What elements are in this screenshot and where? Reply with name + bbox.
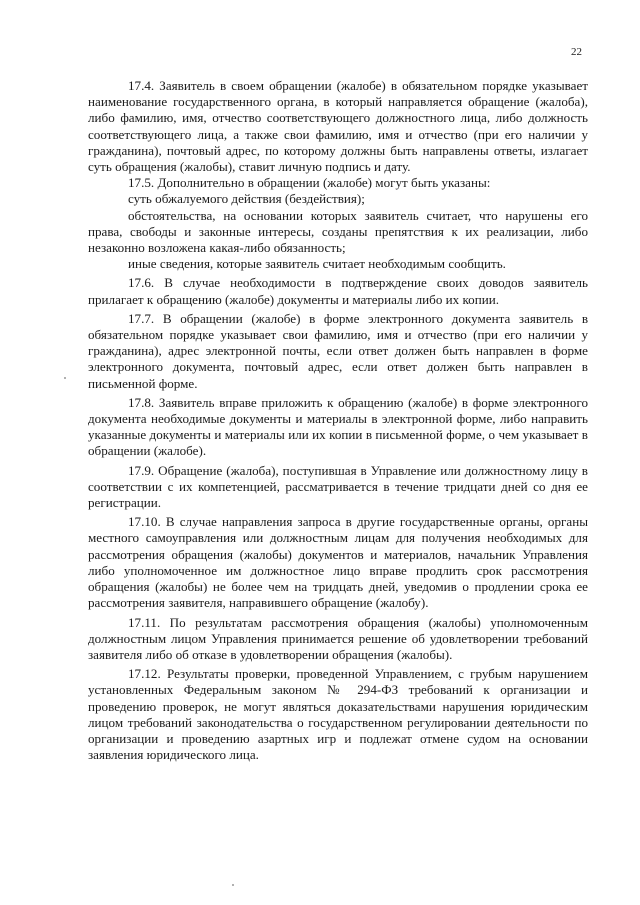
document-body — [88, 78, 588, 763]
scan-speck — [64, 377, 66, 379]
paragraph-17-5-item-3: иные сведения, которые заявитель считает необходимым сообщить. — [128, 256, 506, 272]
paragraph-17-7: 17.7. В обращении (жалобе) в форме электронного документа заявитель в обязательном порядке указывает свои фамилию, имя и отчество (при его наличии у гражданина), адрес электронной почты, если ответ должен быть направлен в форме электронного документа, почтовый адрес, если ответ должен быть направлен в письменной форме. — [88, 310, 588, 391]
scan-speck — [232, 884, 234, 886]
paragraph-17-12: 17.12. Результаты проверки, проведенной Управлением, с грубым нарушением установленных Федеральным законом № 294-ФЗ требований к организации и проведению проверок, не могут являться доказательствами нарушения юридическим лицом требований законодательства о государственном регулировании деятельности по организации и проведению азартных игр и подлежат отмене судом на основании заявления юридического лица. — [88, 666, 588, 763]
paragraph-17-5: 17.5. Дополнительно в обращении (жалобе) могут быть указаны: — [128, 175, 491, 191]
page-number: 22 — [571, 46, 582, 58]
paragraph-17-10: 17.10. В случае направления запроса в другие государственные органы, органы местного самоуправления или должностным лицам для получения необходимых для рассмотрения обращения (жалобы) документов и материалов, начальник Управления либо уполномоченное им должностное лицо вправе продлить срок рассмотрения обращения (жалобы) не более чем на тридцать дней, уведомив о продлении срока ее рассмотрения заявителя, направившего обращение (жалобу). — [88, 514, 588, 611]
paragraph-17-8: 17.8. Заявитель вправе приложить к обращению (жалобе) в форме электронного документа необходимые документы и материалы в электронной форме, либо направить указанные документы и материалы или их копии в письменной форме, о чем указывает в обращении (жалобе). — [88, 394, 588, 459]
paragraph-17-4: 17.4. Заявитель в своем обращении (жалобе) в обязательном порядке указывает наименование государственного органа, в который направляется обращение (жалоба), либо фамилию, имя, отчество соответствующего должностного лица, либо должность соответствующего лица, а также свои фамилию, имя и отчество (при его наличии у гражданина), почтовый адрес, по которому должны быть направлены ответы, излагает суть обращения (жалобы), ставит личную подпись и дату. — [88, 78, 588, 175]
paragraph-17-5-item-1: суть обжалуемого действия (бездействия); — [128, 191, 365, 207]
paragraph-17-6: 17.6. В случае необходимости в подтверждение своих доводов заявитель прилагает к обращению (жалобе) документы и материалы либо их копии. — [88, 275, 588, 307]
paragraph-17-5-item-2: обстоятельства, на основании которых заявитель считает, что нарушены его права, свободы и законные интересы, созданы препятствия к их реализации, либо незаконно возложена какая-либо обязанность; — [88, 207, 588, 256]
paragraph-17-11: 17.11. По результатам рассмотрения обращения (жалобы) уполномоченным должностным лицом Управления принимается решение об удовлетворении требований заявителя либо об отказе в удовлетворении обращения (жалобы). — [88, 614, 588, 662]
paragraph-17-9: 17.9. Обращение (жалоба), поступившая в Управление или должностному лицу в соответствии с их компетенцией, рассматривается в течение тридцати дней со дня ее регистрации. — [88, 462, 588, 511]
